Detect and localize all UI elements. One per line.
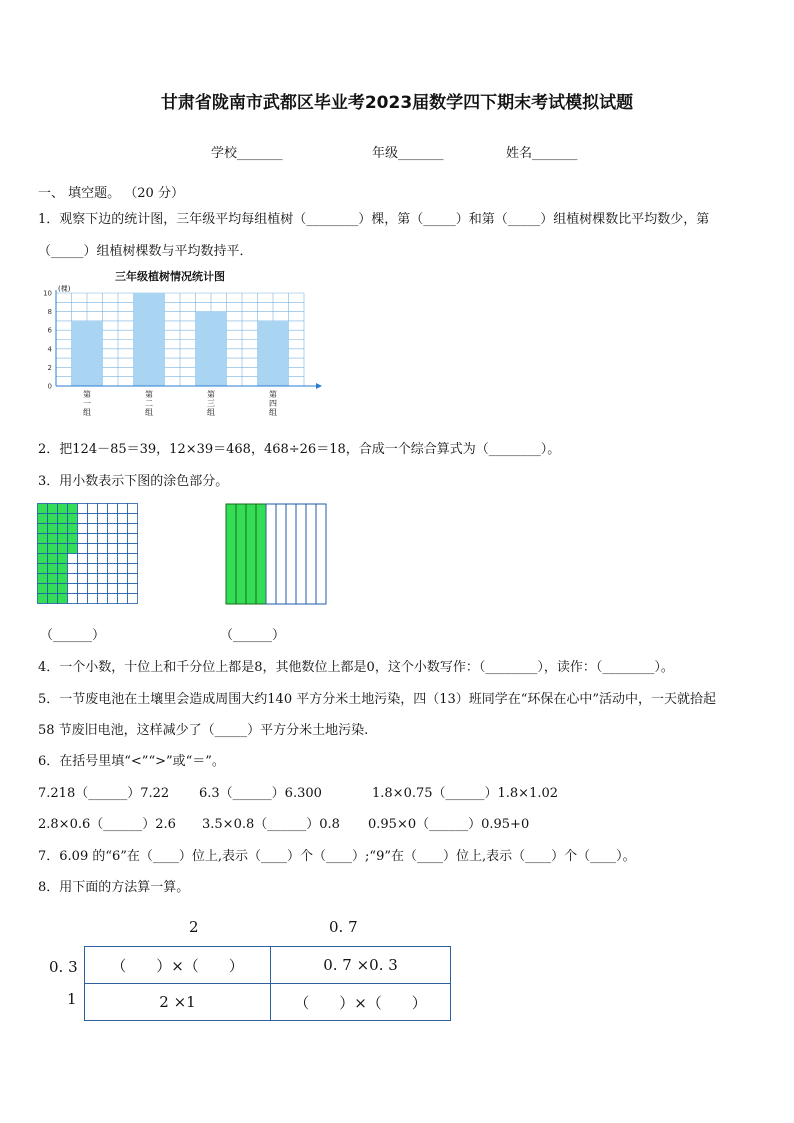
grid-cell	[48, 514, 58, 524]
grid-cell	[88, 504, 98, 514]
grid-cell	[98, 544, 108, 554]
chart-x-arrow	[316, 383, 322, 389]
strip-column	[296, 504, 306, 604]
question-3-answer-left: （______）	[40, 628, 106, 643]
grid-cell	[98, 504, 108, 514]
question-5-line-2: 58 节废旧电池，这样减少了（_____）平方分米土地污染.	[38, 723, 369, 738]
chart-y-tick-label: 2	[47, 363, 52, 372]
grid-cell	[118, 554, 128, 564]
compare-item: 2.8×0.6（______）2.6	[38, 817, 176, 832]
compare-item: 0.95×0（______）0.95+0	[368, 817, 530, 832]
table-cell: 2 ×1	[85, 984, 271, 1021]
tenths-strip-figure	[225, 503, 329, 605]
grid-cell	[38, 534, 48, 544]
multiplication-col-header: 2	[189, 918, 199, 936]
question-6: 6．在括号里填“<”“>”或“＝”。	[38, 754, 225, 769]
chart-bar	[72, 321, 103, 386]
grid-cell	[38, 574, 48, 584]
grid-cell	[38, 584, 48, 594]
question-3-answer-right: （______）	[220, 628, 286, 643]
strip-column	[276, 504, 286, 604]
grid-cell	[98, 584, 108, 594]
chart-x-tick-label: 第三组	[207, 390, 215, 417]
multiplication-table	[84, 946, 451, 1021]
grid-cell	[118, 564, 128, 574]
chart-y-tick-label: 8	[47, 308, 52, 317]
grid-cell	[78, 504, 88, 514]
chart-x-tick-label: 第一组	[83, 390, 91, 417]
grade-field: 年级_______	[372, 146, 444, 161]
grid-cell	[68, 584, 78, 594]
grid-cell	[78, 594, 88, 604]
grid-cell	[78, 544, 88, 554]
grid-cell	[128, 534, 138, 544]
grid-cell	[88, 524, 98, 534]
chart-y-tick-label: 0	[47, 382, 52, 391]
question-7: 7．6.09 的“6”在（____）位上,表示（____）个（____）;“9”在（____）位上,表示（____）个（____）。	[38, 849, 636, 864]
grid-cell	[108, 554, 118, 564]
grid-cell	[118, 544, 128, 554]
grid-cell	[58, 564, 68, 574]
table-cell: （ ）×（ ）	[271, 984, 451, 1021]
grid-cell	[68, 514, 78, 524]
grid-cell	[108, 574, 118, 584]
question-1-line-2: （_____）组植树棵数与平均数持平．	[38, 244, 253, 259]
strip-column	[306, 504, 316, 604]
hundred-grid-figure	[37, 503, 138, 604]
grid-cell	[128, 574, 138, 584]
tree-planting-bar-chart	[36, 280, 326, 430]
strip-column	[226, 504, 236, 604]
question-5-line-1: 5．一节废电池在土壤里会造成周围大约140 平方分米土地污染，四（13）班同学在“环保在心中”活动中，一天就拾起	[38, 692, 717, 707]
grid-cell	[128, 544, 138, 554]
grid-cell	[48, 524, 58, 534]
grid-cell	[98, 534, 108, 544]
question-3: 3．用小数表示下图的涂色部分。	[38, 474, 229, 489]
chart-bar	[134, 293, 165, 386]
grid-cell	[98, 564, 108, 574]
strip-column	[266, 504, 276, 604]
grid-cell	[78, 534, 88, 544]
grid-cell	[118, 584, 128, 594]
grid-cell	[38, 564, 48, 574]
compare-item: 6.3（______）6.300	[199, 786, 322, 801]
hundred-grid-cells	[38, 504, 138, 604]
grid-cell	[48, 534, 58, 544]
question-8: 8．用下面的方法算一算。	[38, 880, 190, 895]
strip-column	[256, 504, 266, 604]
grid-cell	[68, 534, 78, 544]
grid-cell	[48, 544, 58, 554]
grid-cell	[38, 594, 48, 604]
strip-column	[286, 504, 296, 604]
grid-cell	[118, 534, 128, 544]
grid-cell	[118, 514, 128, 524]
grid-cell	[58, 554, 68, 564]
grid-cell	[128, 584, 138, 594]
grid-cell	[48, 584, 58, 594]
compare-item: 7.218（______）7.22	[38, 786, 170, 801]
grid-cell	[88, 574, 98, 584]
grid-cell	[78, 564, 88, 574]
chart-y-unit: (棵)	[58, 285, 71, 293]
grid-cell	[128, 594, 138, 604]
grid-cell	[78, 524, 88, 534]
grid-cell	[108, 524, 118, 534]
grid-cell	[108, 584, 118, 594]
grid-cell	[48, 574, 58, 584]
grid-cell	[68, 524, 78, 534]
grid-cell	[118, 524, 128, 534]
compare-item: 3.5×0.8（______）0.8	[202, 817, 340, 832]
grid-cell	[38, 554, 48, 564]
grid-cell	[128, 554, 138, 564]
grid-cell	[128, 514, 138, 524]
chart-y-ticks	[43, 290, 52, 391]
grid-cell	[68, 554, 78, 564]
grid-cell	[78, 554, 88, 564]
grid-cell	[68, 574, 78, 584]
section-heading: 一、 填空题。 （20 分）	[38, 186, 184, 201]
chart-bar	[258, 321, 289, 386]
grid-cell	[98, 574, 108, 584]
grid-cell	[58, 524, 68, 534]
chart-bar	[196, 312, 227, 386]
page-title: 甘肃省陇南市武都区毕业考2023届数学四下期末考试模拟试题	[160, 93, 634, 113]
grid-cell	[108, 534, 118, 544]
grid-cell	[58, 504, 68, 514]
grid-cell	[48, 564, 58, 574]
chart-x-tick-label: 第二组	[145, 390, 153, 417]
grid-cell	[98, 514, 108, 524]
grid-cell	[38, 524, 48, 534]
grid-cell	[58, 574, 68, 584]
chart-x-tick-label: 第四组	[269, 390, 277, 417]
grid-cell	[128, 564, 138, 574]
grid-cell	[98, 524, 108, 534]
chart-y-tick-label: 10	[43, 289, 52, 298]
strip-column	[246, 504, 256, 604]
grid-cell	[128, 504, 138, 514]
grid-cell	[108, 514, 118, 524]
grid-cell	[108, 544, 118, 554]
question-4: 4．一个小数，十位上和千分位上都是8，其他数位上都是0，这个小数写作：（________），读作：（________）。	[38, 660, 674, 675]
table-cell: （ ）×（ ）	[85, 947, 271, 984]
chart-y-tick-label: 4	[47, 345, 52, 354]
grid-cell	[68, 564, 78, 574]
grid-cell	[58, 584, 68, 594]
grid-cell	[118, 504, 128, 514]
grid-cell	[108, 504, 118, 514]
question-1-line-1: 1．观察下边的统计图，三年级平均每组植树（________）棵，第（_____）和第（_____）组植树棵数比平均数少，第	[38, 212, 710, 227]
grid-cell	[58, 594, 68, 604]
grid-cell	[58, 514, 68, 524]
grid-cell	[78, 514, 88, 524]
grid-cell	[58, 544, 68, 554]
grid-cell	[108, 564, 118, 574]
multiplication-row-header: 0. 3	[49, 958, 78, 976]
chart-title: 三年级植树情况统计图	[115, 270, 225, 283]
grid-cell	[78, 574, 88, 584]
school-field: 学校_______	[211, 146, 283, 161]
grid-cell	[108, 594, 118, 604]
tenths-strip-columns	[226, 504, 326, 604]
multiplication-row-header: 1	[67, 990, 77, 1008]
grid-cell	[38, 544, 48, 554]
grid-cell	[118, 594, 128, 604]
grid-cell	[58, 534, 68, 544]
question-2: 2．把124－85＝39，12×39＝468，468÷26＝18，合成一个综合算式为（________）。	[38, 442, 561, 457]
grid-cell	[88, 534, 98, 544]
strip-column	[316, 504, 326, 604]
grid-cell	[48, 554, 58, 564]
name-field: 姓名_______	[506, 146, 578, 161]
grid-cell	[118, 574, 128, 584]
grid-cell	[68, 504, 78, 514]
grid-cell	[68, 544, 78, 554]
grid-cell	[38, 514, 48, 524]
grid-cell	[88, 564, 98, 574]
grid-cell	[88, 544, 98, 554]
strip-column	[236, 504, 246, 604]
grid-cell	[88, 514, 98, 524]
grid-cell	[88, 594, 98, 604]
grid-cell	[48, 504, 58, 514]
grid-cell	[38, 504, 48, 514]
table-cell: 0. 7 ×0. 3	[271, 947, 451, 984]
grid-cell	[98, 554, 108, 564]
grid-cell	[128, 524, 138, 534]
grid-cell	[78, 584, 88, 594]
multiplication-col-header: 0. 7	[329, 918, 358, 936]
grid-cell	[88, 584, 98, 594]
grid-cell	[98, 594, 108, 604]
grid-cell	[48, 594, 58, 604]
compare-item: 1.8×0.75（______）1.8×1.02	[372, 786, 559, 801]
chart-y-tick-label: 6	[47, 326, 52, 335]
grid-cell	[88, 554, 98, 564]
grid-cell	[68, 594, 78, 604]
